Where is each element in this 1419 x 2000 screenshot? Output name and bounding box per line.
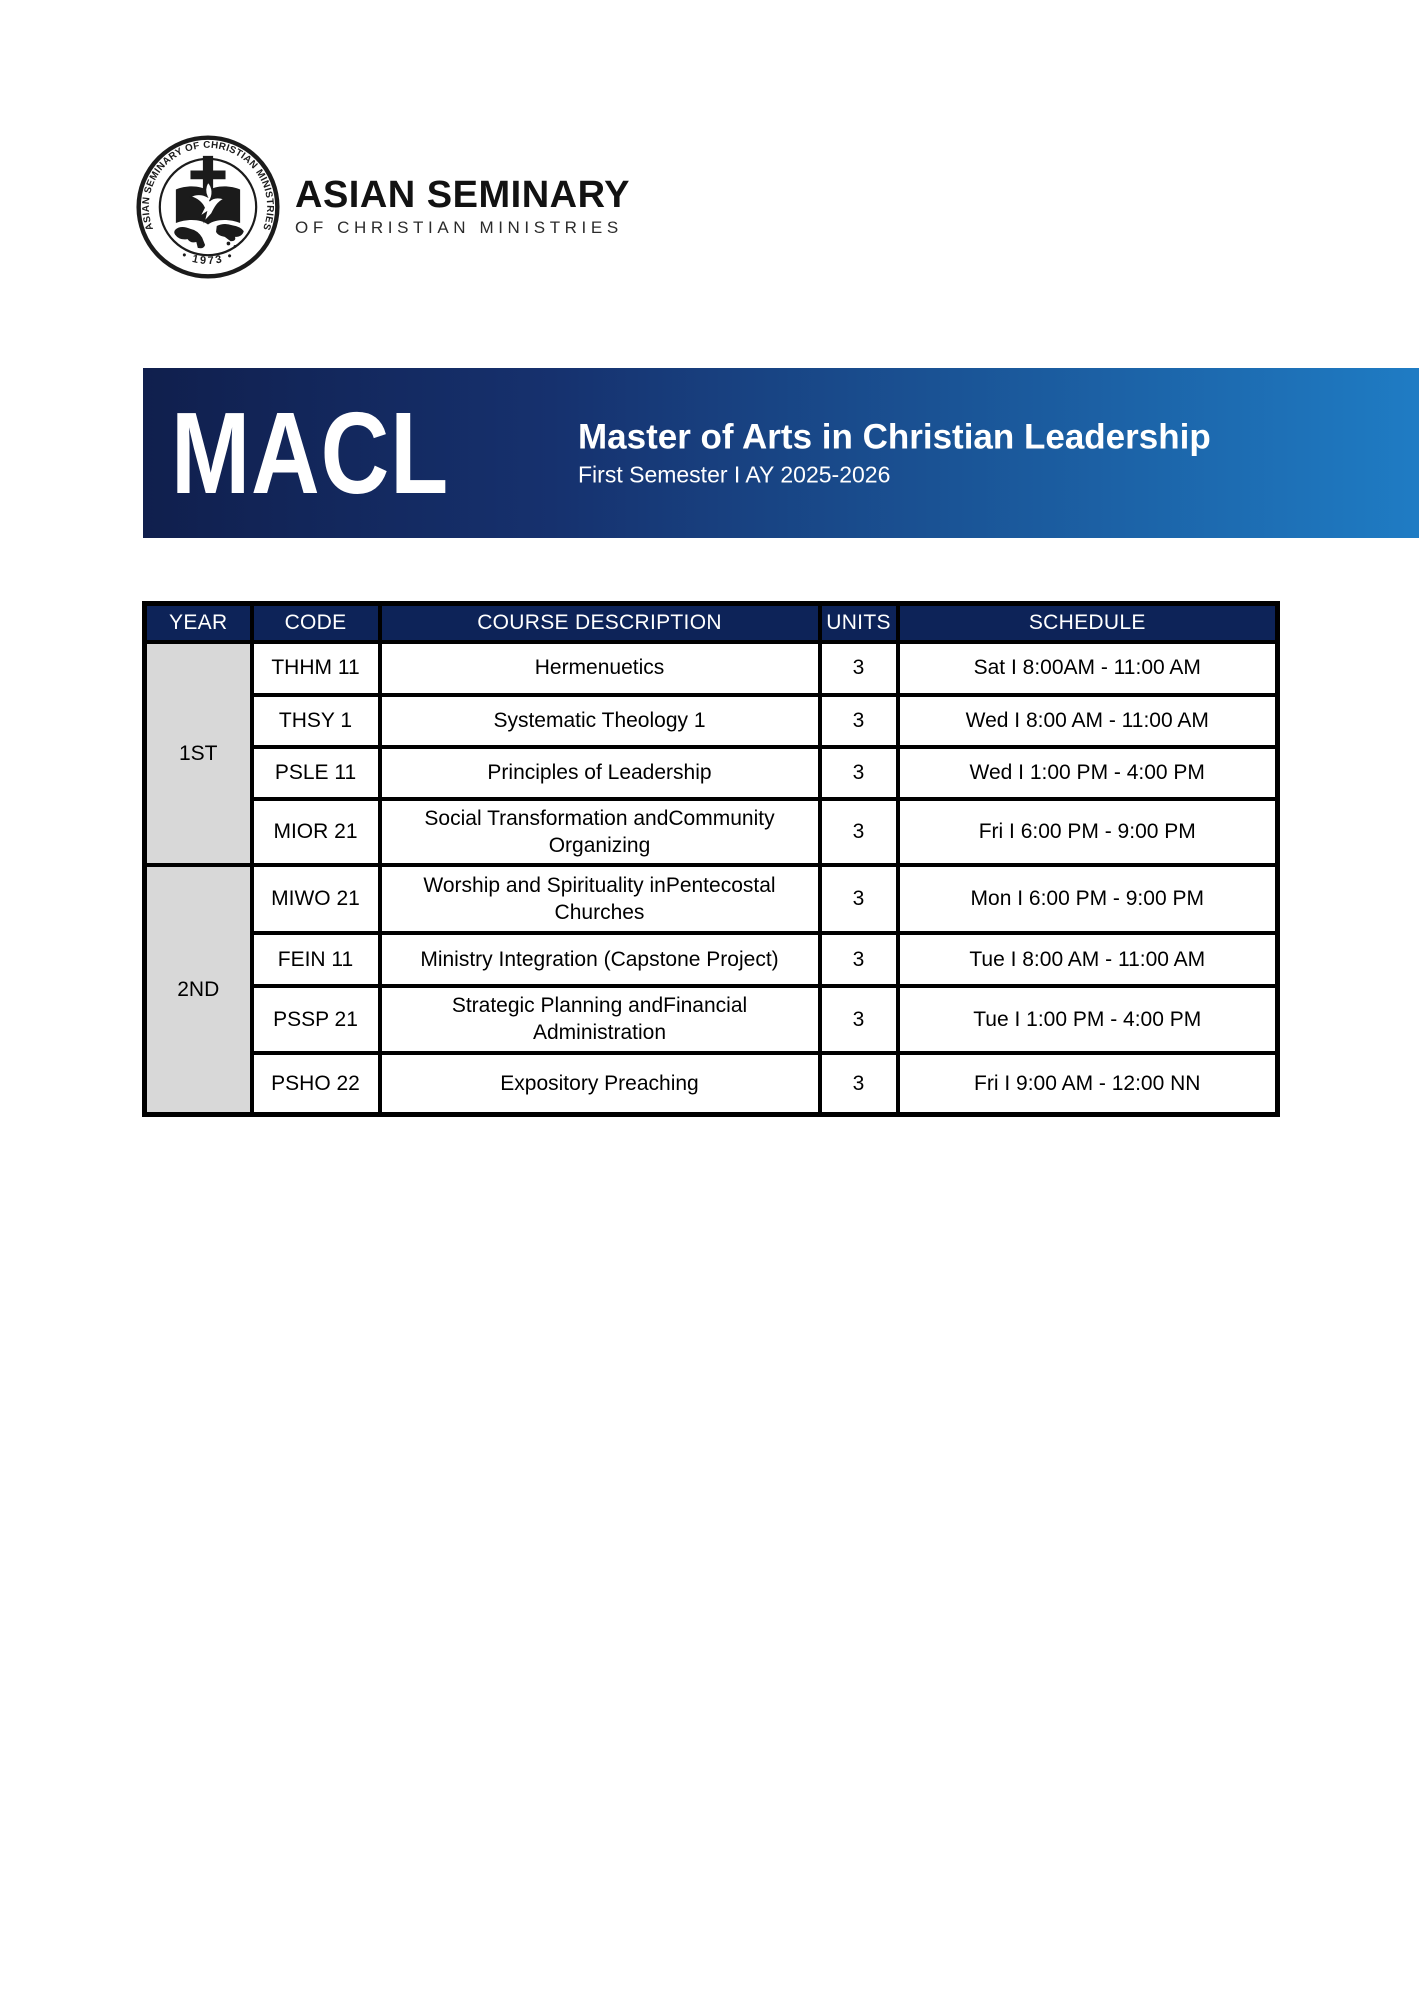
- schedule-cell: Tue I 8:00 AM - 11:00 AM: [898, 933, 1278, 986]
- units-cell: 3: [820, 865, 898, 933]
- program-title-block: [578, 417, 1211, 488]
- schedule-cell: Wed I 8:00 AM - 11:00 AM: [898, 695, 1278, 747]
- units-cell: 3: [820, 695, 898, 747]
- schedule-cell: Tue I 1:00 PM - 4:00 PM: [898, 986, 1278, 1053]
- program-acronym: MACL: [171, 388, 450, 518]
- units-cell: 3: [820, 799, 898, 866]
- seal-ring-text: ASIAN SEMINARY OF CHRISTIAN MINISTRIES: [140, 139, 276, 232]
- header-units: UNITS: [820, 604, 898, 642]
- code-cell: MIOR 21: [252, 799, 380, 866]
- schedule-cell: Sat I 8:00AM - 11:00 AM: [898, 642, 1278, 695]
- program-title: Master of Arts in Christian Leadership: [578, 417, 1211, 457]
- description-cell: Hermenuetics: [380, 642, 820, 695]
- description-cell: Principles of Leadership: [380, 747, 820, 799]
- program-subtitle: First Semester I AY 2025-2026: [578, 461, 891, 488]
- code-cell: THSY 1: [252, 695, 380, 747]
- header-schedule: SCHEDULE: [898, 604, 1278, 642]
- description-cell: Systematic Theology 1: [380, 695, 820, 747]
- description-cell: Expository Preaching: [380, 1053, 820, 1115]
- table-row: [145, 933, 1278, 986]
- description-cell: Social Transformation andCommunity Organizing: [380, 799, 820, 866]
- table-row: [145, 799, 1278, 866]
- header-description: COURSE DESCRIPTION: [380, 604, 820, 642]
- program-banner: [143, 368, 1419, 538]
- schedule-table-wrap: [142, 601, 1280, 1117]
- org-subtitle: OF CHRISTIAN MINISTRIES: [295, 218, 623, 238]
- schedule-cell: Wed I 1:00 PM - 4:00 PM: [898, 747, 1278, 799]
- units-cell: 3: [820, 642, 898, 695]
- code-cell: FEIN 11: [252, 933, 380, 986]
- map-icon: [227, 242, 231, 246]
- header-code: CODE: [252, 604, 380, 642]
- schedule-cell: Fri I 9:00 AM - 12:00 NN: [898, 1053, 1278, 1115]
- table-row: [145, 747, 1278, 799]
- code-cell: MIWO 21: [252, 865, 380, 933]
- code-cell: PSSP 21: [252, 986, 380, 1053]
- units-cell: 3: [820, 747, 898, 799]
- table-row: [145, 642, 1278, 695]
- description-cell: Strategic Planning andFinancial Administration: [380, 986, 820, 1053]
- description-cell: Worship and Spirituality inPentecostal Churches: [380, 865, 820, 933]
- code-cell: PSLE 11: [252, 747, 380, 799]
- units-cell: 3: [820, 1053, 898, 1115]
- year-cell: 2ND: [145, 865, 252, 1115]
- seal-year-text: • 1973 •: [179, 249, 237, 268]
- org-wordmark: [295, 173, 630, 239]
- schedule-cell: Mon I 6:00 PM - 9:00 PM: [898, 865, 1278, 933]
- units-cell: 3: [820, 933, 898, 986]
- code-cell: PSHO 22: [252, 1053, 380, 1115]
- code-cell: THHM 11: [252, 642, 380, 695]
- table-row: [145, 695, 1278, 747]
- map-icon: [234, 245, 237, 248]
- units-cell: 3: [820, 986, 898, 1053]
- description-cell: Ministry Integration (Capstone Project): [380, 933, 820, 986]
- table-row: [145, 986, 1278, 1053]
- schedule-table: [142, 601, 1280, 1117]
- table-row: [145, 1053, 1278, 1115]
- table-header-row: [145, 604, 1278, 642]
- header-year: YEAR: [145, 604, 252, 642]
- year-cell: 1ST: [145, 642, 252, 866]
- seminary-seal-icon: [135, 134, 281, 280]
- table-row: [145, 865, 1278, 933]
- org-name: ASIAN SEMINARY: [295, 173, 630, 216]
- schedule-cell: Fri I 6:00 PM - 9:00 PM: [898, 799, 1278, 866]
- org-logo: [135, 134, 630, 280]
